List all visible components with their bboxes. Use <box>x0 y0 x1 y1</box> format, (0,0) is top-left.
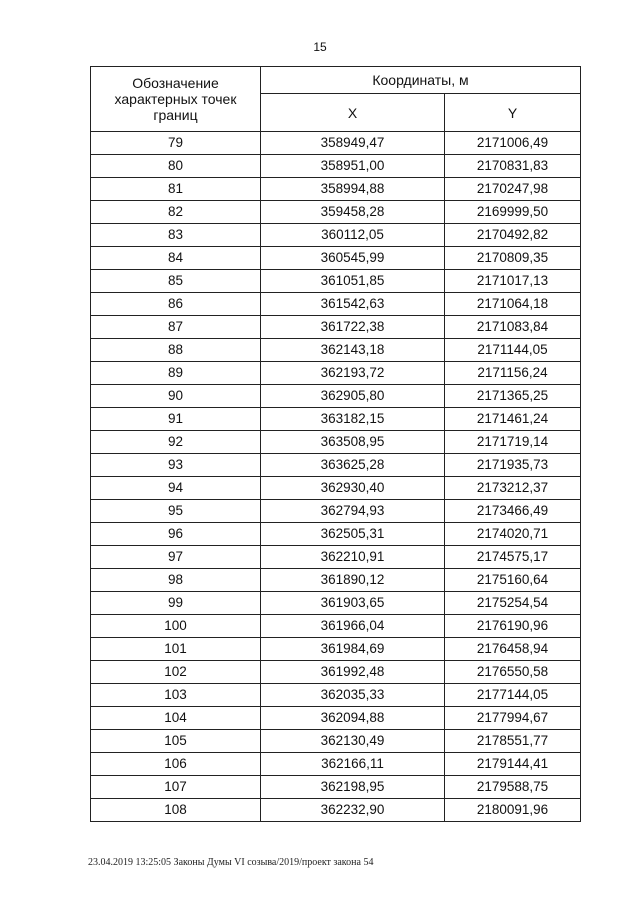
table-row <box>91 776 581 799</box>
y-coordinate-cell: 2173212,37 <box>445 477 581 500</box>
table-row <box>91 339 581 362</box>
point-cell: 101 <box>91 638 261 661</box>
table-row <box>91 132 581 155</box>
x-coordinate-cell: 362094,88 <box>261 707 445 730</box>
table-row <box>91 316 581 339</box>
table-row <box>91 707 581 730</box>
y-coordinate-cell: 2177144,05 <box>445 684 581 707</box>
x-coordinate-cell: 359458,28 <box>261 201 445 224</box>
y-coordinate-cell: 2171935,73 <box>445 454 581 477</box>
y-coordinate-cell: 2177994,67 <box>445 707 581 730</box>
x-coordinate-cell: 363182,15 <box>261 408 445 431</box>
point-cell: 96 <box>91 523 261 546</box>
y-coordinate-cell: 2171461,24 <box>445 408 581 431</box>
table-row <box>91 293 581 316</box>
table-row <box>91 500 581 523</box>
table-row <box>91 224 581 247</box>
table-row <box>91 730 581 753</box>
x-coordinate-cell: 362193,72 <box>261 362 445 385</box>
table-row <box>91 592 581 615</box>
y-coordinate-cell: 2171156,24 <box>445 362 581 385</box>
point-cell: 84 <box>91 247 261 270</box>
y-coordinate-cell: 2170247,98 <box>445 178 581 201</box>
point-cell: 108 <box>91 799 261 822</box>
point-cell: 87 <box>91 316 261 339</box>
x-coordinate-cell: 362905,80 <box>261 385 445 408</box>
table-row <box>91 385 581 408</box>
table-row <box>91 684 581 707</box>
table-row <box>91 753 581 776</box>
y-coordinate-cell: 2169999,50 <box>445 201 581 224</box>
table-row <box>91 454 581 477</box>
point-cell: 90 <box>91 385 261 408</box>
point-cell: 85 <box>91 270 261 293</box>
point-cell: 103 <box>91 684 261 707</box>
table-row <box>91 431 581 454</box>
table-row <box>91 178 581 201</box>
y-coordinate-cell: 2174575,17 <box>445 546 581 569</box>
x-coordinate-cell: 363508,95 <box>261 431 445 454</box>
point-cell: 93 <box>91 454 261 477</box>
y-coordinate-cell: 2176458,94 <box>445 638 581 661</box>
x-coordinate-cell: 362505,31 <box>261 523 445 546</box>
table-row <box>91 638 581 661</box>
point-cell: 104 <box>91 707 261 730</box>
table-row <box>91 569 581 592</box>
y-coordinate-cell: 2171006,49 <box>445 132 581 155</box>
point-cell: 106 <box>91 753 261 776</box>
y-coordinate-cell: 2170809,35 <box>445 247 581 270</box>
y-coordinate-cell: 2175160,64 <box>445 569 581 592</box>
x-coordinate-cell: 361992,48 <box>261 661 445 684</box>
x-coordinate-cell: 362232,90 <box>261 799 445 822</box>
point-cell: 102 <box>91 661 261 684</box>
y-coordinate-cell: 2171064,18 <box>445 293 581 316</box>
x-coordinate-cell: 360545,99 <box>261 247 445 270</box>
page-number: 15 <box>313 40 327 54</box>
table-row <box>91 408 581 431</box>
x-coordinate-cell: 362930,40 <box>261 477 445 500</box>
coordinates-table <box>90 66 581 822</box>
y-coordinate-cell: 2171144,05 <box>445 339 581 362</box>
x-coordinate-cell: 362210,91 <box>261 546 445 569</box>
x-coordinate-cell: 361051,85 <box>261 270 445 293</box>
table-row <box>91 477 581 500</box>
table-row <box>91 247 581 270</box>
y-coordinate-cell: 2179144,41 <box>445 753 581 776</box>
point-cell: 97 <box>91 546 261 569</box>
x-coordinate-cell: 358949,47 <box>261 132 445 155</box>
y-coordinate-cell: 2174020,71 <box>445 523 581 546</box>
point-cell: 107 <box>91 776 261 799</box>
x-coordinate-cell: 362130,49 <box>261 730 445 753</box>
x-coordinate-cell: 358994,88 <box>261 178 445 201</box>
x-coordinate-cell: 361542,63 <box>261 293 445 316</box>
table-row <box>91 270 581 293</box>
table-row <box>91 546 581 569</box>
y-coordinate-cell: 2176190,96 <box>445 615 581 638</box>
point-cell: 89 <box>91 362 261 385</box>
coordinates-header: Координаты, м <box>261 67 581 94</box>
table-header <box>91 67 581 132</box>
y-coordinate-cell: 2171719,14 <box>445 431 581 454</box>
y-coordinate-cell: 2171083,84 <box>445 316 581 339</box>
table-row <box>91 201 581 224</box>
table-row <box>91 155 581 178</box>
table-row <box>91 362 581 385</box>
point-cell: 79 <box>91 132 261 155</box>
x-column-header: X <box>261 94 445 132</box>
x-coordinate-cell: 362198,95 <box>261 776 445 799</box>
table-row <box>91 523 581 546</box>
y-coordinate-cell: 2173466,49 <box>445 500 581 523</box>
y-coordinate-cell: 2179588,75 <box>445 776 581 799</box>
point-cell: 91 <box>91 408 261 431</box>
point-cell: 81 <box>91 178 261 201</box>
y-coordinate-cell: 2171017,13 <box>445 270 581 293</box>
x-coordinate-cell: 363625,28 <box>261 454 445 477</box>
point-cell: 98 <box>91 569 261 592</box>
y-coordinate-cell: 2176550,58 <box>445 661 581 684</box>
y-coordinate-cell: 2180091,96 <box>445 799 581 822</box>
x-coordinate-cell: 362143,18 <box>261 339 445 362</box>
y-coordinate-cell: 2170492,82 <box>445 224 581 247</box>
table-body <box>91 132 581 822</box>
y-coordinate-cell: 2178551,77 <box>445 730 581 753</box>
y-column-header: Y <box>445 94 581 132</box>
table-row <box>91 615 581 638</box>
point-cell: 92 <box>91 431 261 454</box>
table-row <box>91 661 581 684</box>
x-coordinate-cell: 358951,00 <box>261 155 445 178</box>
x-coordinate-cell: 361984,69 <box>261 638 445 661</box>
x-coordinate-cell: 361890,12 <box>261 569 445 592</box>
document-footer: 23.04.2019 13:25:05 Законы Думы VI созыва/2019/проект закона 54 <box>88 857 374 868</box>
x-coordinate-cell: 362794,93 <box>261 500 445 523</box>
point-cell: 88 <box>91 339 261 362</box>
y-coordinate-cell: 2175254,54 <box>445 592 581 615</box>
x-coordinate-cell: 362035,33 <box>261 684 445 707</box>
point-cell: 82 <box>91 201 261 224</box>
x-coordinate-cell: 361722,38 <box>261 316 445 339</box>
point-cell: 80 <box>91 155 261 178</box>
point-cell: 99 <box>91 592 261 615</box>
point-cell: 86 <box>91 293 261 316</box>
point-cell: 94 <box>91 477 261 500</box>
point-cell: 83 <box>91 224 261 247</box>
point-cell: 95 <box>91 500 261 523</box>
y-coordinate-cell: 2171365,25 <box>445 385 581 408</box>
point-cell: 105 <box>91 730 261 753</box>
table-row <box>91 799 581 822</box>
point-designation-header: Обозначение характерных точек границ <box>91 67 261 132</box>
point-cell: 100 <box>91 615 261 638</box>
x-coordinate-cell: 361903,65 <box>261 592 445 615</box>
y-coordinate-cell: 2170831,83 <box>445 155 581 178</box>
x-coordinate-cell: 361966,04 <box>261 615 445 638</box>
x-coordinate-cell: 362166,11 <box>261 753 445 776</box>
x-coordinate-cell: 360112,05 <box>261 224 445 247</box>
